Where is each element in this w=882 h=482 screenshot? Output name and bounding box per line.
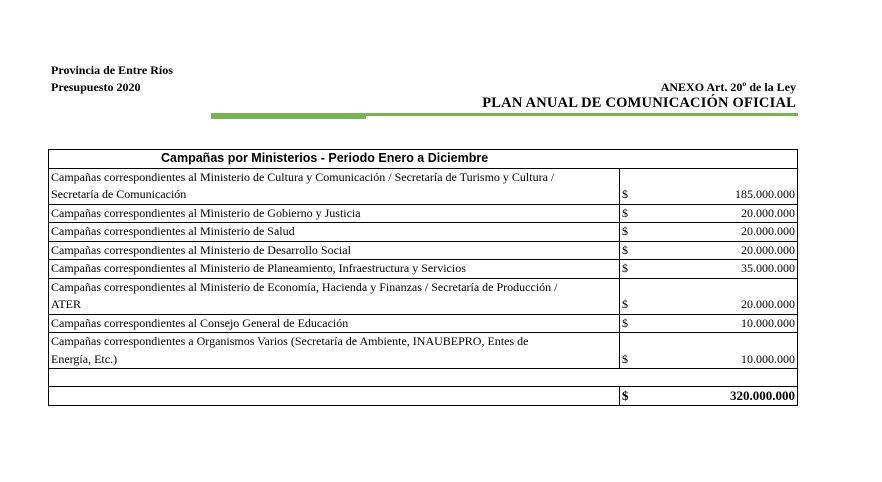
row-amount: 185.000.000 (631, 168, 798, 204)
table-row (49, 204, 798, 223)
row-currency: $ (620, 314, 631, 333)
row-description-line: Secretaría de Comunicación (51, 187, 187, 201)
table-row (49, 314, 798, 333)
row-description (49, 314, 620, 333)
row-description-line: Energía, Etc.) (51, 351, 118, 366)
row-amount: 20.000.000 (631, 204, 798, 223)
row-currency: $ (620, 241, 631, 260)
campaign-budget-table (48, 149, 798, 406)
table-header-row (49, 150, 798, 169)
total-label-cell (49, 387, 620, 406)
row-currency: $ (620, 168, 631, 204)
plan-title: PLAN ANUAL DE COMUNICACIÓN OFICIAL (482, 95, 796, 111)
row-description-line: Campañas correspondientes al Ministerio de Gobierno y Justicia (51, 205, 361, 220)
row-description-line: Campañas correspondientes al Ministerio de Planeamiento, Infraestructura y Servicios (51, 261, 466, 275)
table-row (49, 168, 798, 204)
row-description (49, 260, 620, 279)
green-divider-accent (211, 116, 366, 119)
row-amount: 10.000.000 (631, 333, 798, 369)
table-row (49, 241, 798, 260)
table-row (49, 223, 798, 242)
row-description-line: ATER (51, 297, 81, 311)
table-title: Campañas por Ministerios - Periodo Enero a Diciembre (49, 150, 798, 169)
province-label: Provincia de Entre Ríos (51, 63, 173, 77)
row-description (49, 168, 620, 204)
row-amount: 20.000.000 (631, 278, 798, 314)
budget-label: Presupuesto 2020 (51, 80, 141, 94)
empty-cell (49, 369, 798, 387)
row-amount: 20.000.000 (631, 241, 798, 260)
row-description (49, 204, 620, 223)
table-row (49, 260, 798, 279)
annex-label: ANEXO Art. 20º de la Ley (660, 80, 796, 94)
table-row (49, 278, 798, 314)
total-row (49, 387, 798, 406)
table-body (49, 168, 798, 369)
row-currency: $ (620, 333, 631, 369)
row-description (49, 278, 620, 314)
row-description-line: Campañas correspondientes al Ministerio de Economía, Hacienda y Finanzas / Secretaría de Producción / (51, 279, 558, 294)
total-amount: 320.000.000 (631, 387, 798, 406)
row-description (49, 223, 620, 242)
total-currency: $ (620, 387, 631, 406)
row-description-line: Campañas correspondientes al Ministerio de Cultura y Comunicación / Secretaría de Turismo y Cultura / (51, 169, 555, 184)
row-description-line: Campañas correspondientes al Ministerio de Desarrollo Social (51, 242, 351, 257)
row-description-line: Campañas correspondientes a Organismos Varios (Secretaría de Ambiente, INAUBEPRO, Entes de (51, 334, 529, 348)
empty-row (49, 369, 798, 387)
row-currency: $ (620, 204, 631, 223)
header-left (51, 62, 173, 96)
row-currency: $ (620, 260, 631, 279)
row-description (49, 241, 620, 260)
row-description (49, 333, 620, 369)
row-amount: 10.000.000 (631, 314, 798, 333)
row-currency: $ (620, 223, 631, 242)
row-description-line: Campañas correspondientes al Consejo General de Educación (51, 315, 349, 330)
table-row (49, 333, 798, 369)
row-description-line: Campañas correspondientes al Ministerio de Salud (51, 224, 295, 238)
row-amount: 20.000.000 (631, 223, 798, 242)
row-currency: $ (620, 278, 631, 314)
row-amount: 35.000.000 (631, 260, 798, 279)
